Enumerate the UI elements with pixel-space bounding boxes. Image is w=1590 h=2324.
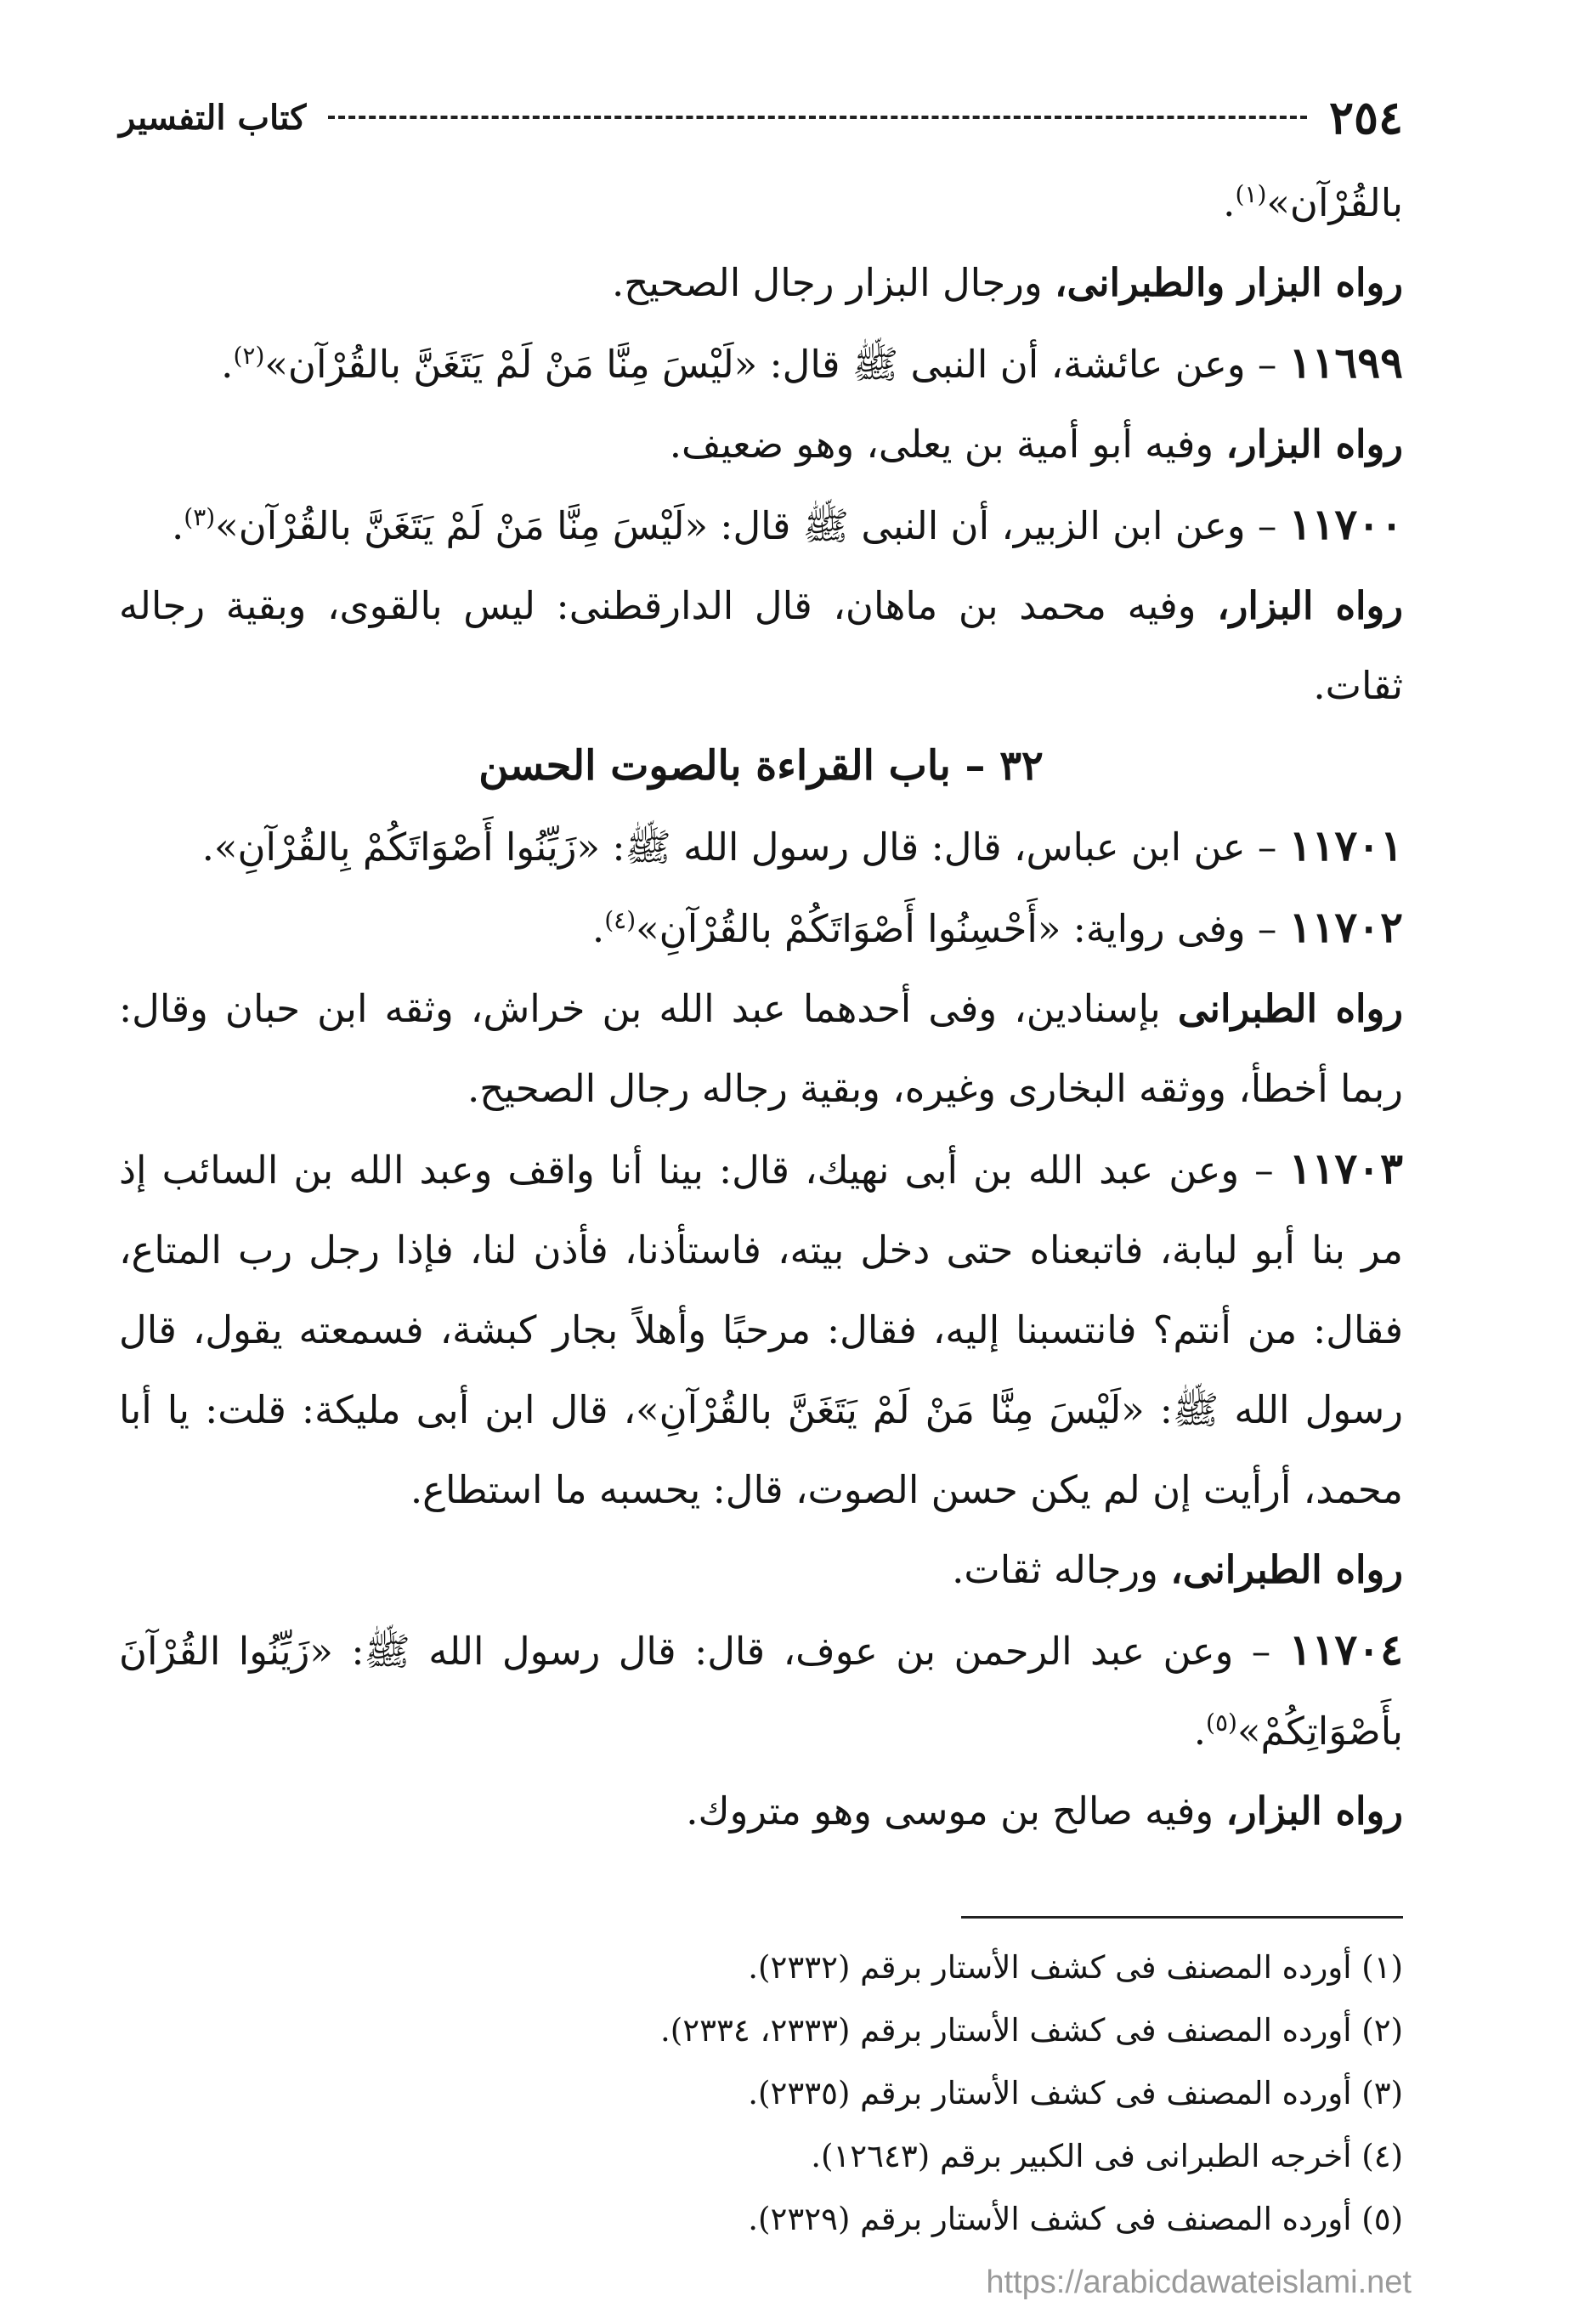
narrator-source: رواه البزار والطبرانى، (1054, 260, 1403, 305)
hadith-entry: ١١٧٠١ – عن ابن عباس، قال: قال رسول الله ﷺ: «زَيِّنُوا أَصْوَاتَكُمْ بِالقُرْآنِ». (201, 820, 1403, 870)
footnotes (119, 1936, 1403, 2251)
hadith-entry: ١١٧٠٢ – وفى رواية: «أَحْسِنُوا أَصْوَاتَكُمْ بالقُرْآنِ»$^{(٤)}$. (591, 902, 1403, 952)
footnote-ref: (٣) (184, 503, 216, 531)
narration-note: رواه الطبرانى بإسنادين، وفى أحدهما عبد الله بن خراش، وثقه ابن حبان وقال: ربما أخطأ، ووثقه البخارى وغيره، وبقية رجاله رجال الصحيح. (119, 986, 1403, 1111)
watermark-url: https://arabicdawateislami.net (986, 2264, 1412, 2300)
hadith-number: ١١٧٠١ (1288, 820, 1403, 870)
footnote-separator (961, 1916, 1403, 1919)
narration-note: رواه الطبرانى، ورجاله ثقات. (952, 1547, 1403, 1592)
hadith-entry: ١١٧٠٠ – وعن ابن الزبير، أن النبى ﷺ قال: «لَيْسَ مِنَّا مَنْ لَمْ يَتَغَنَّ بالقُرْآن»$^{(٣)}$. (171, 499, 1403, 549)
section-heading: ٣٢ – باب القراءة بالصوت الحسن (478, 742, 1044, 790)
footnote-item: (٤) أخرجه الطبرانى فى الكبير برقم (١٢٦٤٣). (811, 2138, 1403, 2174)
paragraph: بالقُرْآن»$^{(١)}$. (1223, 180, 1403, 225)
footnote-item: (٢) أورده المصنف فى كشف الأستار برقم (٢٣٣٣، ٢٣٣٤). (660, 2012, 1403, 2049)
body-text (119, 163, 1403, 1851)
narrator-source: رواه الطبرانى (1177, 986, 1403, 1031)
narrator-source: رواه البزار، (1217, 583, 1403, 628)
footnote-item: (١) أورده المصنف فى كشف الأستار برقم (٢٣٣٢). (748, 1949, 1403, 1986)
narration-note: رواه البزار والطبرانى، ورجال البزار رجال الصحيح. (612, 260, 1403, 305)
narration-note: رواه البزار، وفيه صالح بن موسى وهو متروك. (686, 1788, 1403, 1834)
hadith-number: ١١٧٠٣ (1288, 1143, 1403, 1193)
running-header (119, 92, 1403, 143)
narration-note: رواه البزار، وفيه محمد بن ماهان، قال الدارقطنى: ليس بالقوى، وبقية رجاله ثقات. (119, 583, 1403, 708)
hadith-entry: ١١٧٠٤ – وعن عبد الرحمن بن عوف، قال: قال رسول الله ﷺ: «زَيِّنُوا القُرْآنَ بأَصْوَاتِكُمْ»$^{(٥)}$. (119, 1624, 1403, 1754)
footnote-ref: (٤) (604, 906, 637, 934)
hadith-number: ١١٧٠٤ (1288, 1624, 1403, 1675)
hadith-entry: ١١٦٩٩ – وعن عائشة، أن النبى ﷺ قال: «لَيْسَ مِنَّا مَنْ لَمْ يَتَغَنَّ بالقُرْآن»$^{(٢)}$. (221, 337, 1403, 388)
page-number: ٢٥٤ (1328, 90, 1403, 145)
narrator-source: رواه البزار، (1225, 1788, 1403, 1834)
book-title: كتاب التفسير (119, 97, 307, 138)
hadith-entry: ١١٧٠٣ – وعن عبد الله بن أبى نهيك، قال: بينا أنا واقف وعبد الله بن السائب إذ مر بنا أبو لبابة، فاتبعناه حتى دخل بيته، فاستأذنا، فأذن لنا، فإذا رجل رب المتاع، فقال: من أنتم؟ فانتسبنا إليه، فقال: مرحبًا وأهلاً بجار كبشة، فسمعته يقول، قال رسول الله ﷺ: «لَيْسَ مِنَّا مَنْ لَمْ يَتَغَنَّ بالقُرْآنِ»، قال ابن أبى مليكة: قلت: يا أبا محمد، أرأيت إن لم يكن حسن الصوت، قال: يحسبه ما استطاع. (119, 1143, 1403, 1512)
hadith-number: ١١٦٩٩ (1288, 337, 1403, 388)
footnote-ref: (٥) (1206, 1709, 1237, 1737)
header-dashed-rule (328, 116, 1307, 119)
narration-note: رواه البزار، وفيه أبو أمية بن يعلى، وهو ضعيف. (669, 422, 1403, 467)
hadith-number: ١١٧٠٢ (1288, 902, 1403, 952)
footnote-item: (٣) أورده المصنف فى كشف الأستار برقم (٢٣٣٥). (748, 2075, 1403, 2111)
footnote-ref: (٢) (233, 342, 265, 370)
narrator-source: رواه الطبرانى، (1170, 1547, 1403, 1592)
footnote-ref: (١) (1235, 180, 1267, 208)
hadith-number: ١١٧٠٠ (1288, 499, 1403, 549)
footnote-item: (٥) أورده المصنف فى كشف الأستار برقم (٢٣٢٩). (748, 2201, 1403, 2237)
narrator-source: رواه البزار، (1225, 422, 1403, 467)
